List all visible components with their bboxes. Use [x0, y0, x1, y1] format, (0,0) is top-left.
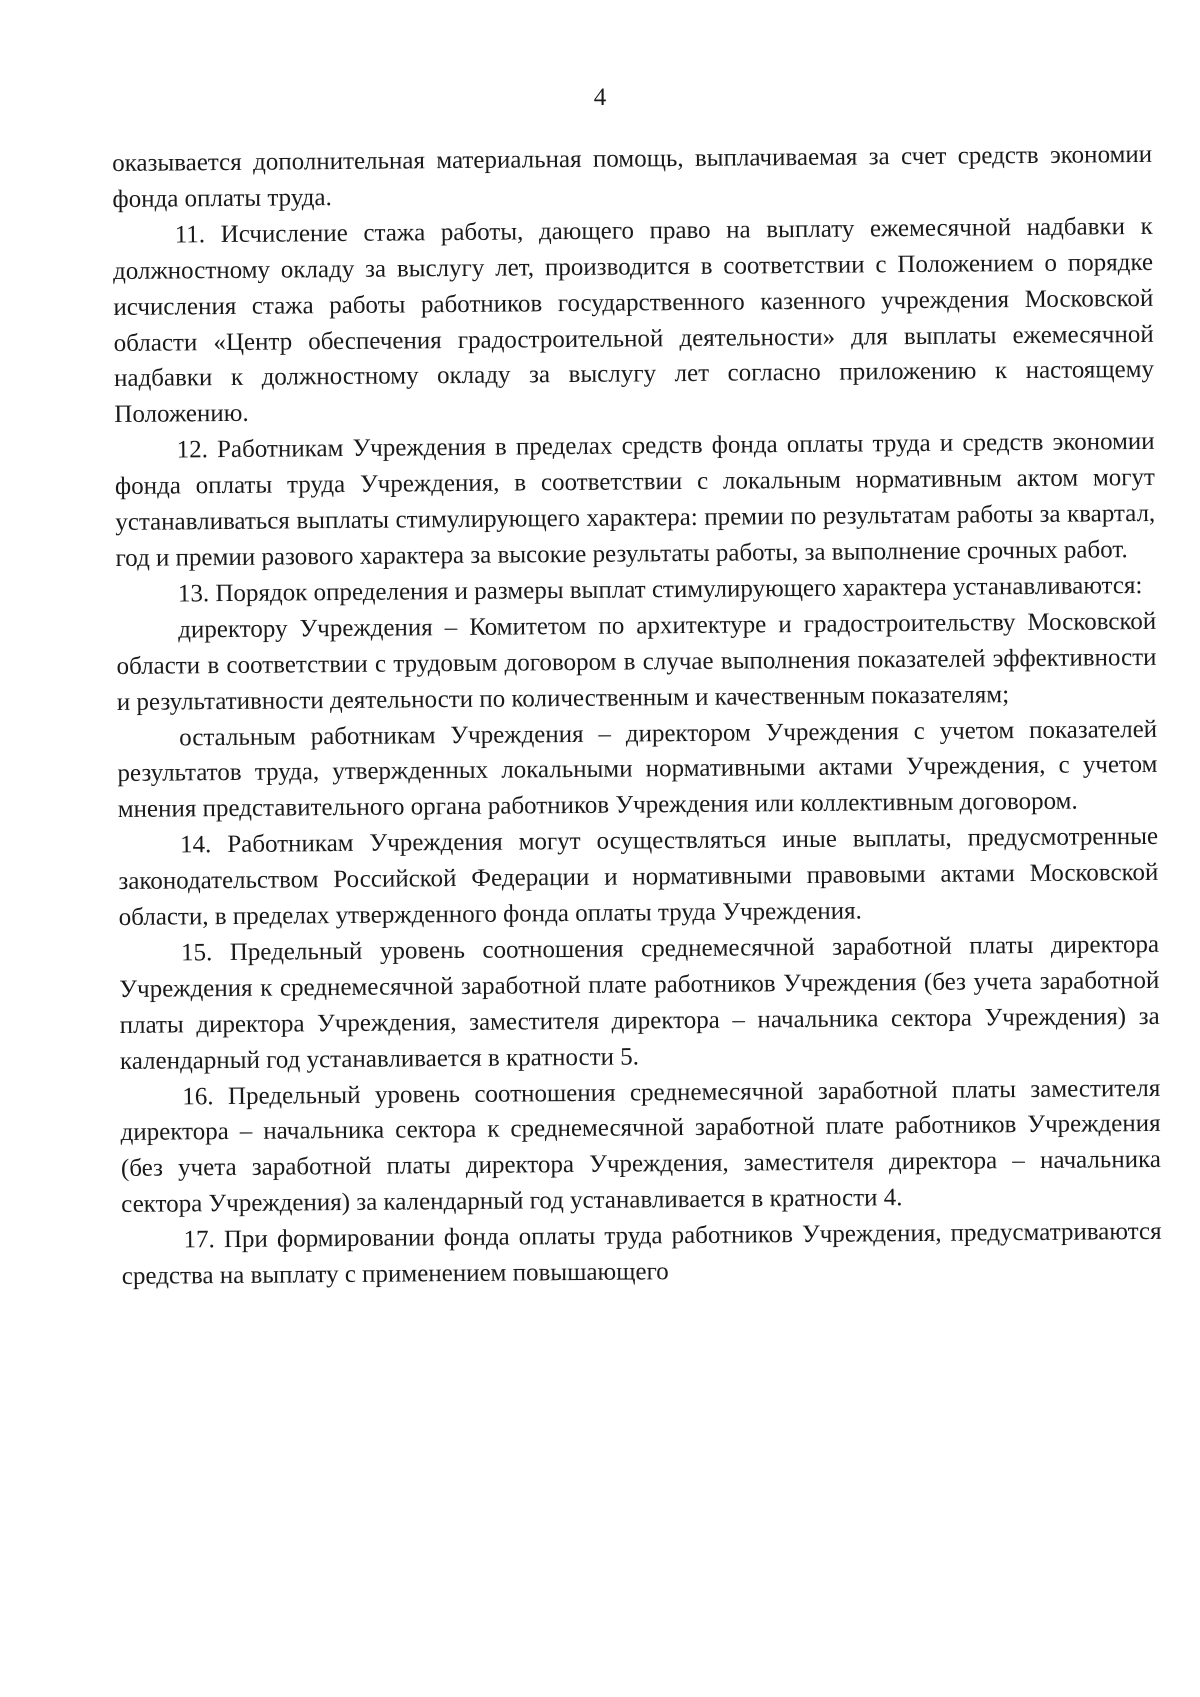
paragraph-12: 12. Работникам Учреждения в пределах средств фонда оплаты труда и средств экономии фонда оплаты труда Учреждения, в соответствии с локальным нормативным актом могут устанавливаться выплаты стимулирующего характера: премии по результатам работы за квартал, год и премии разового характера за высокие результаты работы, за выполнение срочных работ.	[114, 428, 1156, 572]
page-number: 4	[593, 84, 607, 111]
paragraph-13-director: директору Учреждения – Комитетом по архитектуре и градостроительству Московской области в соответствии с трудовым договором в случае выполнения показателей эффективности и результативности деятельности по количественным и качественным показателям;	[116, 607, 1157, 716]
paragraph-17: 17. При формировании фонда оплаты труда работников Учреждения, предусматриваются средства на выплату с применением повышающего	[121, 1218, 1162, 1291]
paragraph-16: 16. Предельный уровень соотношения среднемесячной заработной платы заместителя директора – начальника сектора к среднемесячной заработной плате работников Учреждения (без учета заработной платы директора Учреждения, заместителя директора – начальника сектора Учреждения) за календарный год устанавливается в кратности 4.	[120, 1074, 1162, 1219]
paragraph-14: 14. Работникам Учреждения могут осуществляться иные выплаты, предусмотренные законодательством Российской Федерации и нормативными правовыми актами Московской области, в пределах утвержденного фонда оплаты труда Учреждения.	[118, 823, 1159, 932]
paragraph-11: 11. Исчисление стажа работы, дающего право на выплату ежемесячной надбавки к должностному окладу за выслугу лет, производится в соответствии с Положением о порядке исчисления стажа работы работников государственного казенного учреждения Московской области «Центр обеспечения градостроительной деятельности» для выплаты ежемесячной надбавки к должностному окладу за выслугу лет согласно приложению к настоящему Положению.	[112, 212, 1155, 429]
paragraph-13: 13. Порядок определения и размеры выплат стимулирующего характера устанавливаются:	[177, 571, 1143, 608]
paragraph-13-other-workers: остальным работникам Учреждения – директором Учреждения с учетом показателей результатов труда, утвержденных локальными нормативными актами Учреждения, с учетом мнения представительного органа работников Учреждения или коллективным договором.	[117, 715, 1158, 824]
paragraph-15: 15. Предельный уровень соотношения среднемесячной заработной платы директора Учреждения к среднемесячной заработной плате работников Учреждения (без учета заработной платы директора Учреждения, заместителя директора – начальника сектора Учреждения) за календарный год устанавливается в кратности 5.	[119, 930, 1160, 1075]
paragraph-continuation: оказывается дополнительная материальная помощь, выплачиваемая за счет средств экономии фонда оплаты труда.	[112, 140, 1153, 213]
document-body	[112, 137, 1162, 1295]
